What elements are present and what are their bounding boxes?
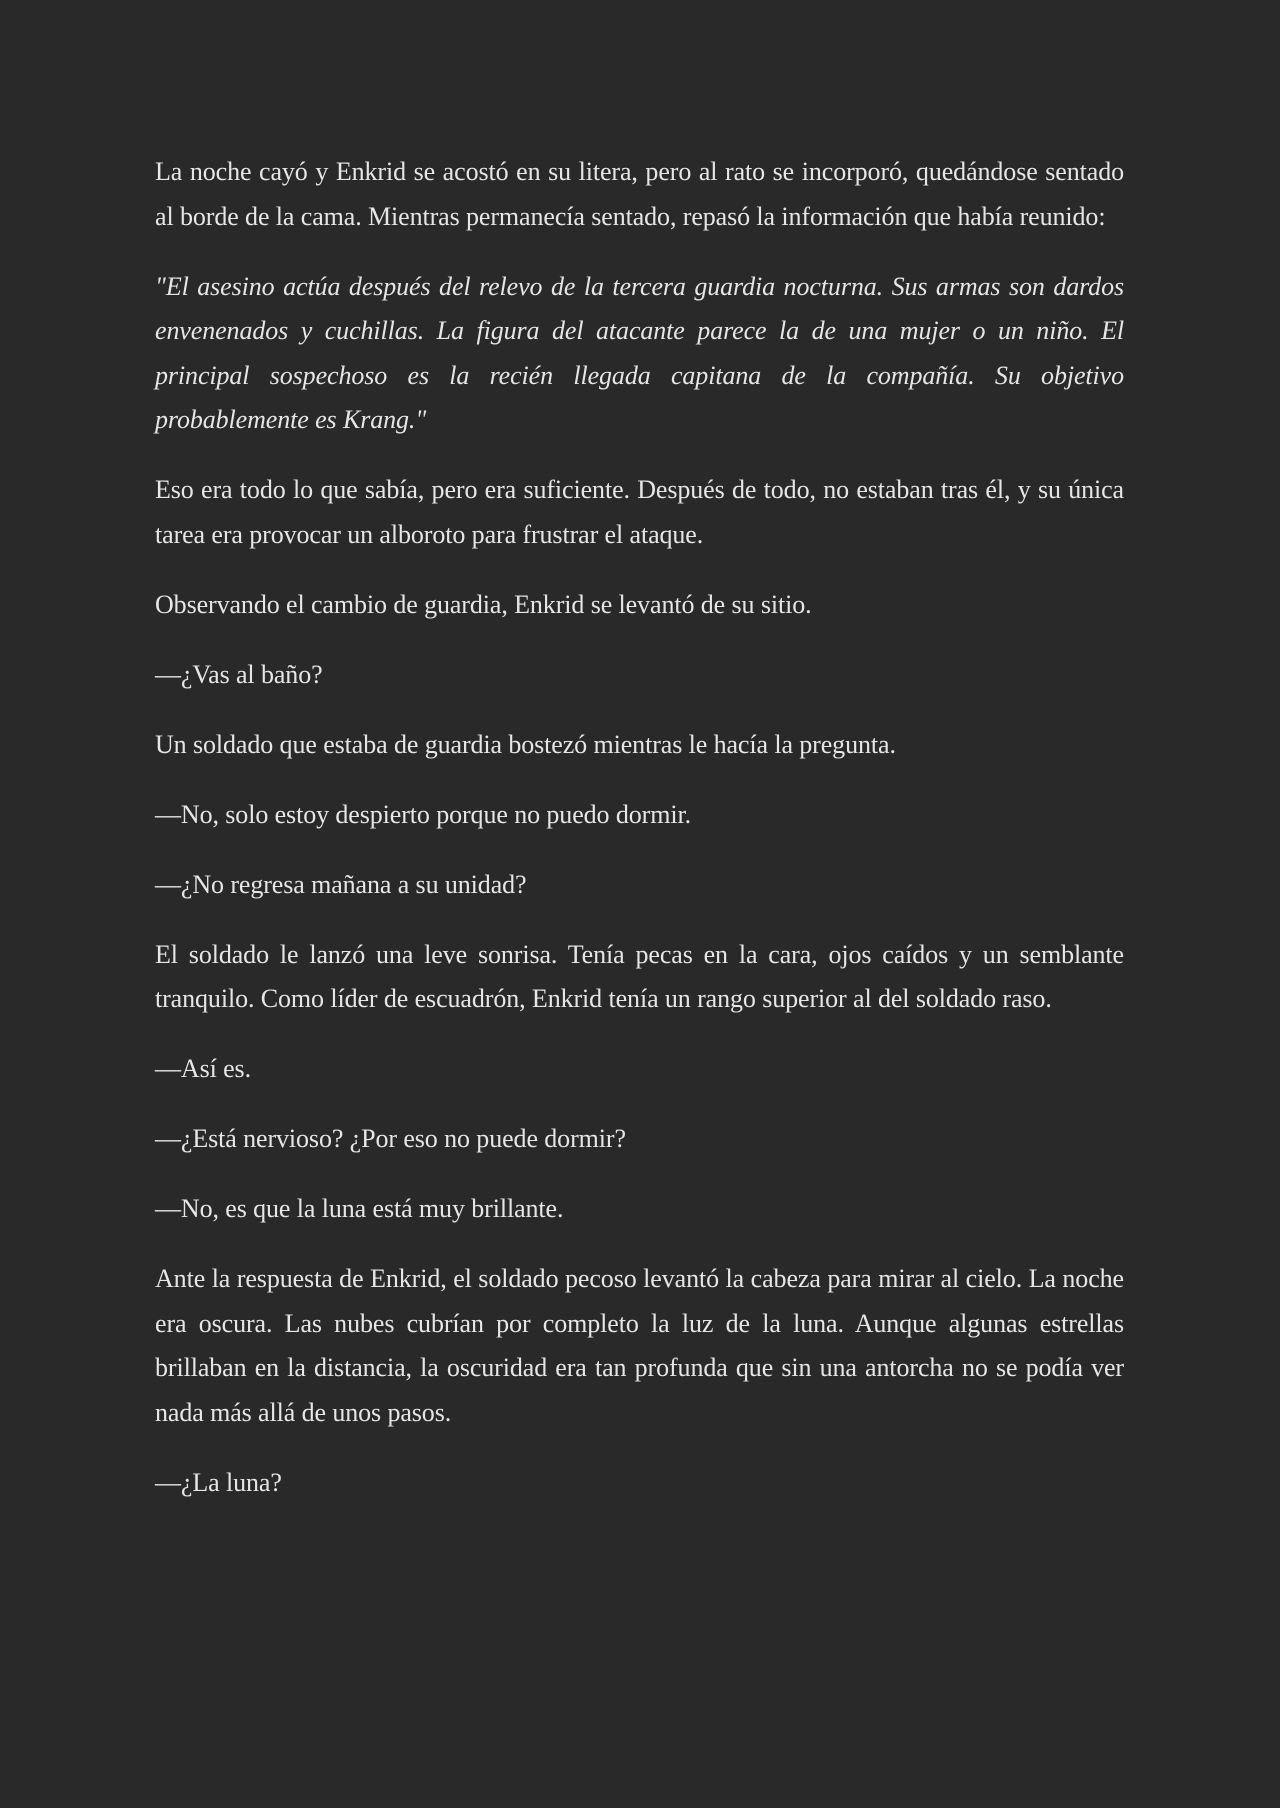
paragraph-dialogue: —Así es. (155, 1054, 251, 1083)
paragraph-narration: Observando el cambio de guardia, Enkrid se levantó de su sitio. (155, 589, 812, 619)
paragraph-dialogue: —¿Vas al baño? (155, 659, 323, 689)
paragraph-narration: Ante la respuesta de Enkrid, el soldado pecoso levantó la cabeza para mirar al cielo. La noche era oscura. Las nubes cubrían por completo la luz de la luna. Aunque algunas estrellas brillaban en la distancia, la oscuridad era tan profunda que sin una antorcha no se podía ver nada más allá de unos pasos. (155, 1264, 1124, 1427)
paragraph-narration: El soldado le lanzó una leve sonrisa. Tenía pecas en la cara, ojos caídos y un semblante tranquilo. Como líder de escuadrón, Enkrid tenía un rango superior al del soldado raso. (155, 939, 1124, 1013)
paragraph-dialogue: —¿Está nervioso? ¿Por eso no puede dormir? (155, 1124, 626, 1153)
paragraph-narration: La noche cayó y Enkrid se acostó en su litera, pero al rato se incorporó, quedándose sentado al borde de la cama. Mientras permanecía sentado, repasó la información que había reunido: (155, 157, 1124, 231)
paragraph-dialogue: —¿La luna? (155, 1467, 282, 1497)
paragraph-narration: Eso era todo lo que sabía, pero era suficiente. Después de todo, no estaban tras él, y su única tarea era provocar un alboroto para frustrar el ataque. (155, 475, 1124, 549)
paragraph-narration: Un soldado que estaba de guardia bostezó mientras le hacía la pregunta. (155, 729, 896, 759)
paragraph-dialogue: —No, solo estoy despierto porque no puedo dormir. (155, 799, 691, 829)
paragraph-dialogue: —No, es que la luna está muy brillante. (155, 1194, 564, 1223)
paragraph-dialogue: —¿No regresa mañana a su unidad? (155, 869, 527, 899)
reader-page (155, 150, 1124, 1531)
paragraph-quote: "El asesino actúa después del relevo de la tercera guardia nocturna. Sus armas son dardos envenenados y cuchillas. La figura del atacante parece la de una mujer o un niño. El principal sospechoso es la recién llegada capitana de la compañía. Su objetivo probablemente es Krang." (155, 271, 1124, 434)
